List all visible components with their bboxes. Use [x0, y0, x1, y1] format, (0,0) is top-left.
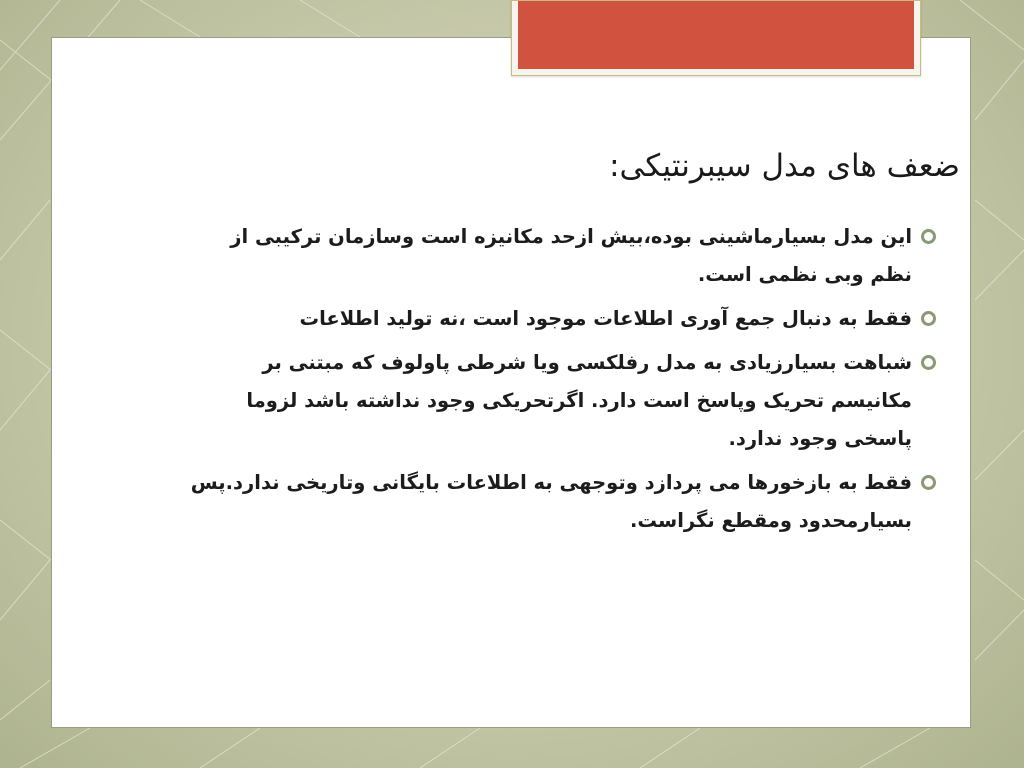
list-item	[182, 218, 912, 294]
bullet-circle-icon	[921, 475, 936, 490]
bullet-circle-icon	[921, 229, 936, 244]
slide-title: ضعف های مدل سیبرنتیکی:	[609, 148, 960, 184]
list-item	[182, 464, 912, 540]
bullet-circle-icon	[921, 311, 936, 326]
bullet-text: شباهت بسیارزیادی به مدل رفلکسی ویا شرطی پاولوف که مبتنی بر مکانیسم تحریک وپاسخ است دارد. اگرتحریکی وجود نداشته باشد لزوما پاسخی وجود ندارد.	[246, 351, 912, 450]
bullet-text: این مدل بسیارماشینی بوده،بیش ازحد مکانیزه است وسازمان ترکیبی از نظم وبی نظمی است.	[230, 225, 912, 286]
bullet-text: فقط به دنبال جمع آوری اطلاعات موجود است ،نه تولید اطلاعات	[299, 307, 912, 330]
bullet-circle-icon	[921, 355, 936, 370]
list-item	[182, 300, 912, 338]
accent-block	[518, 1, 914, 69]
bullet-list	[182, 218, 912, 546]
bullet-text: فقط به بازخورها می پردازد وتوجهی به اطلاعات بایگانی وتاریخی ندارد.پس بسیارمحدود ومقطع نگراست.	[190, 471, 912, 532]
title-accent-tab	[511, 0, 921, 76]
list-item	[182, 344, 912, 458]
slide-panel	[51, 37, 971, 728]
